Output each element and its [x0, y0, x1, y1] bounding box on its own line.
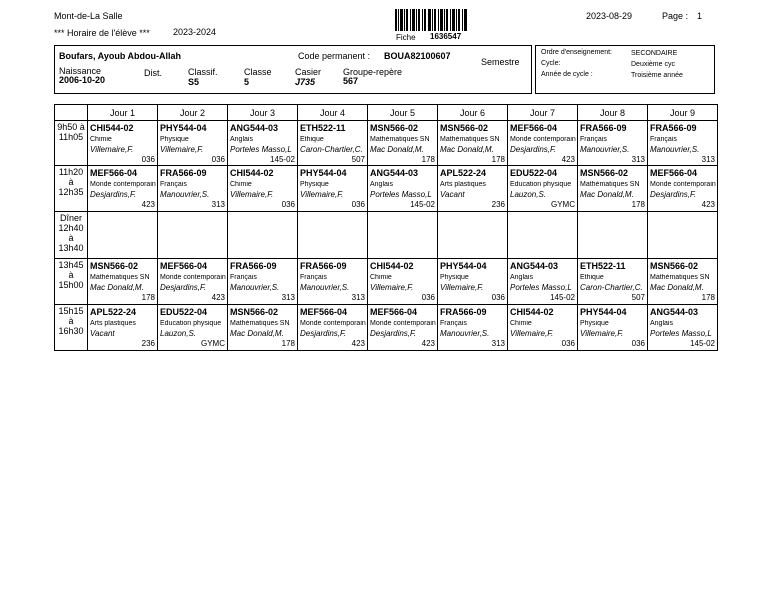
course-cell: [228, 259, 298, 305]
day-header: Jour 4: [298, 105, 368, 121]
course-cell: [508, 121, 578, 166]
course-teacher: Desjardins,F.: [650, 190, 697, 199]
course-cell: [298, 259, 368, 305]
day-header: Jour 8: [578, 105, 648, 121]
course-cell: [648, 305, 718, 351]
period-time-line: 12h40: [58, 223, 84, 233]
course-code: PHY544-04: [440, 261, 487, 271]
course-subject: Français: [160, 181, 187, 188]
period-time-line: 9h50 à: [57, 122, 85, 132]
course-code: MSN566-02: [580, 168, 629, 178]
period-row: [55, 166, 718, 212]
course-subject: Arts plastiques: [90, 320, 136, 327]
day-header: Jour 5: [368, 105, 438, 121]
casier-label: Casier: [295, 67, 322, 77]
course-teacher: Manouvrier,S.: [580, 145, 630, 154]
course-teacher: Desjardins,F.: [370, 329, 417, 338]
course-room: 145-02: [690, 339, 715, 348]
period-time-line: à: [68, 316, 74, 326]
course-cell: [438, 305, 508, 351]
course-room: 313: [631, 155, 645, 164]
corner-cell: [55, 105, 88, 121]
course-teacher: Villemaire,F.: [510, 329, 554, 338]
course-subject: Français: [230, 274, 257, 281]
course-room: 178: [491, 155, 505, 164]
course-code: MEF566-04: [650, 168, 698, 178]
day-header: Jour 3: [228, 105, 298, 121]
course-subject: Physique: [580, 320, 609, 327]
course-room: 178: [631, 200, 645, 209]
period-time-line: 15h15: [58, 306, 84, 316]
course-teacher: Porteles Masso,L: [510, 283, 572, 292]
cycle-label: Cycle:: [541, 60, 561, 67]
course-subject: Mathématiques SN: [440, 136, 500, 143]
course-subject: Éthique: [580, 274, 604, 281]
casier-value: J735: [295, 77, 316, 87]
student-info-box: [54, 45, 532, 94]
course-room: 036: [281, 200, 295, 209]
fiche-label: Fiche: [396, 33, 416, 42]
course-subject: Physique: [300, 181, 329, 188]
course-subject: Anglais: [230, 136, 253, 143]
days-header-row: [55, 105, 718, 121]
course-teacher: Desjardins,F.: [300, 329, 347, 338]
course-cell: [578, 259, 648, 305]
schedule-table: [54, 104, 718, 351]
period-time-line: à: [68, 270, 74, 280]
course-code: FRA566-09: [300, 261, 347, 271]
course-cell: [158, 121, 228, 166]
course-room: 036: [351, 200, 365, 209]
course-cell: [438, 166, 508, 212]
period-time-line: à: [68, 177, 74, 187]
course-room: 313: [491, 339, 505, 348]
course-teacher: Villemaire,F.: [230, 190, 274, 199]
course-subject: Physique: [440, 274, 469, 281]
course-subject: Mathématiques SN: [580, 181, 640, 188]
course-cell: [508, 212, 578, 259]
course-teacher: Manouvrier,S.: [160, 190, 210, 199]
course-code: FRA566-09: [650, 123, 697, 133]
course-room: 313: [281, 293, 295, 302]
course-teacher: Desjardins,F.: [510, 145, 557, 154]
course-subject: Monde contemporain: [510, 136, 576, 143]
course-code: CHI544-02: [230, 168, 274, 178]
classe-value: 5: [244, 77, 250, 87]
period-time-line: à: [68, 233, 74, 243]
period-time: [55, 121, 88, 166]
course-cell: [368, 121, 438, 166]
course-code: MEF566-04: [160, 261, 208, 271]
course-room: GYMC: [551, 200, 575, 209]
course-room: 145-02: [410, 200, 435, 209]
period-time-line: Dîner: [59, 213, 82, 223]
course-cell: [158, 212, 228, 259]
course-subject: Chimie: [90, 136, 112, 143]
course-subject: Arts plastiques: [440, 181, 486, 188]
course-teacher: Mac Donald,M.: [230, 329, 284, 338]
course-cell: [298, 212, 368, 259]
course-teacher: Mac Donald,M.: [580, 190, 634, 199]
course-room: 423: [561, 155, 575, 164]
course-code: MSN566-02: [650, 261, 699, 271]
course-room: 236: [491, 200, 505, 209]
course-cell: [228, 212, 298, 259]
course-subject: Chimie: [510, 320, 532, 327]
classe-label: Classe: [244, 67, 272, 77]
course-teacher: Lauzon,S.: [510, 190, 547, 199]
course-cell: [508, 259, 578, 305]
course-code: PHY544-04: [300, 168, 347, 178]
course-cell: [88, 212, 158, 259]
course-code: FRA566-09: [160, 168, 207, 178]
course-cell: [228, 166, 298, 212]
ordre-label: Ordre d'enseignement:: [541, 49, 612, 56]
groupe-label: Groupe-repère: [343, 67, 403, 77]
course-teacher: Manouvrier,S.: [300, 283, 350, 292]
course-cell: [438, 212, 508, 259]
course-room: 036: [211, 155, 225, 164]
course-cell: [648, 166, 718, 212]
course-teacher: Manouvrier,S.: [230, 283, 280, 292]
course-code: ETH522-11: [300, 123, 346, 133]
cycle-info-box: [535, 45, 715, 94]
course-room: 036: [421, 293, 435, 302]
course-cell: [158, 166, 228, 212]
course-teacher: Vacant: [440, 190, 465, 199]
course-subject: Anglais: [650, 320, 673, 327]
course-subject: Éthique: [300, 136, 324, 143]
course-code: ANG544-03: [230, 123, 279, 133]
course-room: 178: [421, 155, 435, 164]
course-subject: Monde contemporain: [300, 320, 366, 327]
code-permanent: BOUA82100607: [384, 51, 451, 61]
period-time-line: 13h45: [58, 260, 84, 270]
day-header: Jour 7: [508, 105, 578, 121]
course-cell: [228, 121, 298, 166]
course-code: EDU522-04: [160, 307, 208, 317]
course-code: ANG544-03: [370, 168, 419, 178]
course-subject: Mathématiques SN: [90, 274, 150, 281]
course-teacher: Manouvrier,S.: [440, 329, 490, 338]
day-header: Jour 1: [88, 105, 158, 121]
course-code: CHI544-02: [510, 307, 554, 317]
course-subject: Mathématiques SN: [650, 274, 710, 281]
cycle-value: Deuxième cyc: [631, 61, 675, 68]
course-cell: [438, 259, 508, 305]
period-time: [55, 166, 88, 212]
course-teacher: Villemaire,F.: [580, 329, 624, 338]
course-code: ETH522-11: [580, 261, 626, 271]
course-code: MSN566-02: [440, 123, 489, 133]
course-room: 036: [141, 155, 155, 164]
course-teacher: Vacant: [90, 329, 115, 338]
course-code: APL522-24: [90, 307, 137, 317]
course-code: MEF566-04: [90, 168, 138, 178]
period-row: [55, 121, 718, 166]
course-teacher: Villemaire,F.: [90, 145, 134, 154]
course-cell: [368, 166, 438, 212]
course-code: FRA566-09: [230, 261, 277, 271]
course-cell: [298, 121, 368, 166]
course-code: CHI544-02: [370, 261, 414, 271]
page-number: 1: [697, 11, 703, 21]
print-date: 2023-08-29: [586, 11, 633, 21]
course-subject: Physique: [160, 136, 189, 143]
course-teacher: Caron-Chartier,C.: [300, 145, 363, 154]
course-teacher: Lauzon,S.: [160, 329, 197, 338]
annee-value: Troisième année: [631, 72, 683, 79]
course-cell: [88, 121, 158, 166]
course-room: 145-02: [270, 155, 295, 164]
course-cell: [158, 305, 228, 351]
course-code: CHI544-02: [90, 123, 134, 133]
course-teacher: Desjardins,F.: [160, 283, 207, 292]
course-code: EDU522-04: [510, 168, 558, 178]
period-time: [55, 305, 88, 351]
course-teacher: Villemaire,F.: [160, 145, 204, 154]
course-cell: [508, 305, 578, 351]
course-cell: [158, 259, 228, 305]
course-teacher: Porteles Masso,L: [230, 145, 292, 154]
course-teacher: Porteles Masso,L: [650, 329, 712, 338]
course-room: 036: [491, 293, 505, 302]
course-subject: Anglais: [510, 274, 533, 281]
course-cell: [228, 305, 298, 351]
course-teacher: Mac Donald,M.: [370, 145, 424, 154]
period-row: [55, 212, 718, 259]
course-subject: Monde contemporain: [90, 181, 156, 188]
naissance-value: 2006-10-20: [59, 75, 106, 85]
page-label: Page :: [662, 11, 689, 21]
course-subject: Éducation physique: [160, 320, 222, 327]
groupe-value: 567: [343, 76, 359, 86]
course-subject: Chimie: [370, 274, 392, 281]
period-time-line: 16h30: [58, 326, 84, 336]
course-subject: Mathématiques SN: [370, 136, 430, 143]
course-subject: Français: [650, 136, 677, 143]
course-cell: [578, 305, 648, 351]
course-room: 507: [351, 155, 365, 164]
course-cell: [368, 305, 438, 351]
course-cell: [298, 166, 368, 212]
course-code: MEF566-04: [510, 123, 558, 133]
period-time-line: 13h40: [58, 243, 84, 253]
course-teacher: Caron-Chartier,C.: [580, 283, 643, 292]
period-time-line: 11h20: [58, 167, 84, 177]
course-teacher: Mac Donald,M.: [650, 283, 704, 292]
period-row: [55, 305, 718, 351]
period-time: [55, 212, 88, 259]
course-code: ANG544-03: [650, 307, 699, 317]
code-label: Code permanent :: [298, 51, 371, 61]
course-room: 178: [281, 339, 295, 348]
course-cell: [508, 166, 578, 212]
course-subject: Éducation physique: [510, 181, 572, 188]
day-header: Jour 2: [158, 105, 228, 121]
course-room: 036: [561, 339, 575, 348]
course-cell: [648, 212, 718, 259]
document-title: *** Horaire de l'élève ***: [54, 28, 150, 38]
course-code: ANG544-03: [510, 261, 559, 271]
period-time: [55, 259, 88, 305]
course-cell: [578, 121, 648, 166]
day-header: Jour 9: [648, 105, 718, 121]
course-subject: Monde contemporain: [160, 274, 226, 281]
course-subject: Mathématiques SN: [230, 320, 290, 327]
course-cell: [438, 121, 508, 166]
naissance-label: Naissance: [59, 66, 102, 76]
course-room: 313: [701, 155, 715, 164]
course-teacher: Desjardins,F.: [90, 190, 137, 199]
course-code: MEF566-04: [300, 307, 348, 317]
annee-label: Année de cycle :: [541, 71, 593, 78]
course-cell: [578, 212, 648, 259]
course-teacher: Villemaire,F.: [440, 283, 484, 292]
course-code: MSN566-02: [90, 261, 139, 271]
course-room: 313: [351, 293, 365, 302]
course-room: 423: [141, 200, 155, 209]
course-room: 507: [631, 293, 645, 302]
course-teacher: Manouvrier,S.: [650, 145, 700, 154]
student-name: Boufars, Ayoub Abdou-Allah: [59, 51, 181, 61]
course-code: FRA566-09: [440, 307, 487, 317]
course-cell: [368, 212, 438, 259]
course-code: MSN566-02: [230, 307, 279, 317]
period-time-line: 12h35: [58, 187, 84, 197]
period-time-line: 15h00: [58, 280, 84, 290]
course-cell: [648, 259, 718, 305]
course-room: 145-02: [550, 293, 575, 302]
course-code: MEF566-04: [370, 307, 418, 317]
course-cell: [88, 166, 158, 212]
course-cell: [368, 259, 438, 305]
classif-value: S5: [188, 77, 200, 87]
barcode-icon: [395, 9, 467, 31]
course-teacher: Mac Donald,M.: [440, 145, 494, 154]
course-cell: [578, 166, 648, 212]
school-name: Mont-de-La Salle: [54, 11, 123, 21]
course-teacher: Villemaire,F.: [370, 283, 414, 292]
course-room: 423: [701, 200, 715, 209]
course-room: 313: [211, 200, 225, 209]
dist-label: Dist.: [144, 68, 162, 78]
course-subject: Monde contemporain: [370, 320, 436, 327]
course-subject: Français: [580, 136, 607, 143]
period-time-line: 11h05: [58, 132, 84, 142]
semestre-label: Semestre: [481, 57, 520, 67]
course-teacher: Mac Donald,M.: [90, 283, 144, 292]
course-room: 036: [631, 339, 645, 348]
day-header: Jour 6: [438, 105, 508, 121]
course-room: 423: [421, 339, 435, 348]
course-subject: Monde contemporain: [650, 181, 716, 188]
course-room: 423: [351, 339, 365, 348]
course-room: GYMC: [201, 339, 225, 348]
course-teacher: Porteles Masso,L: [370, 190, 432, 199]
course-cell: [648, 121, 718, 166]
course-code: APL522-24: [440, 168, 487, 178]
fiche-number: 1636547: [430, 32, 462, 41]
course-subject: Chimie: [230, 181, 252, 188]
course-subject: Anglais: [370, 181, 393, 188]
course-cell: [88, 259, 158, 305]
course-code: FRA566-09: [580, 123, 627, 133]
course-room: 178: [141, 293, 155, 302]
course-room: 178: [701, 293, 715, 302]
ordre-value: SECONDAIRE: [631, 50, 678, 57]
course-teacher: Villemaire,F.: [300, 190, 344, 199]
course-code: MSN566-02: [370, 123, 419, 133]
course-subject: Français: [300, 274, 327, 281]
course-room: 423: [211, 293, 225, 302]
course-code: PHY544-04: [580, 307, 627, 317]
course-cell: [298, 305, 368, 351]
course-room: 236: [141, 339, 155, 348]
classif-label: Classif.: [188, 67, 218, 77]
school-year: 2023-2024: [173, 27, 217, 37]
course-subject: Français: [440, 320, 467, 327]
course-code: PHY544-04: [160, 123, 207, 133]
period-row: [55, 259, 718, 305]
course-cell: [88, 305, 158, 351]
